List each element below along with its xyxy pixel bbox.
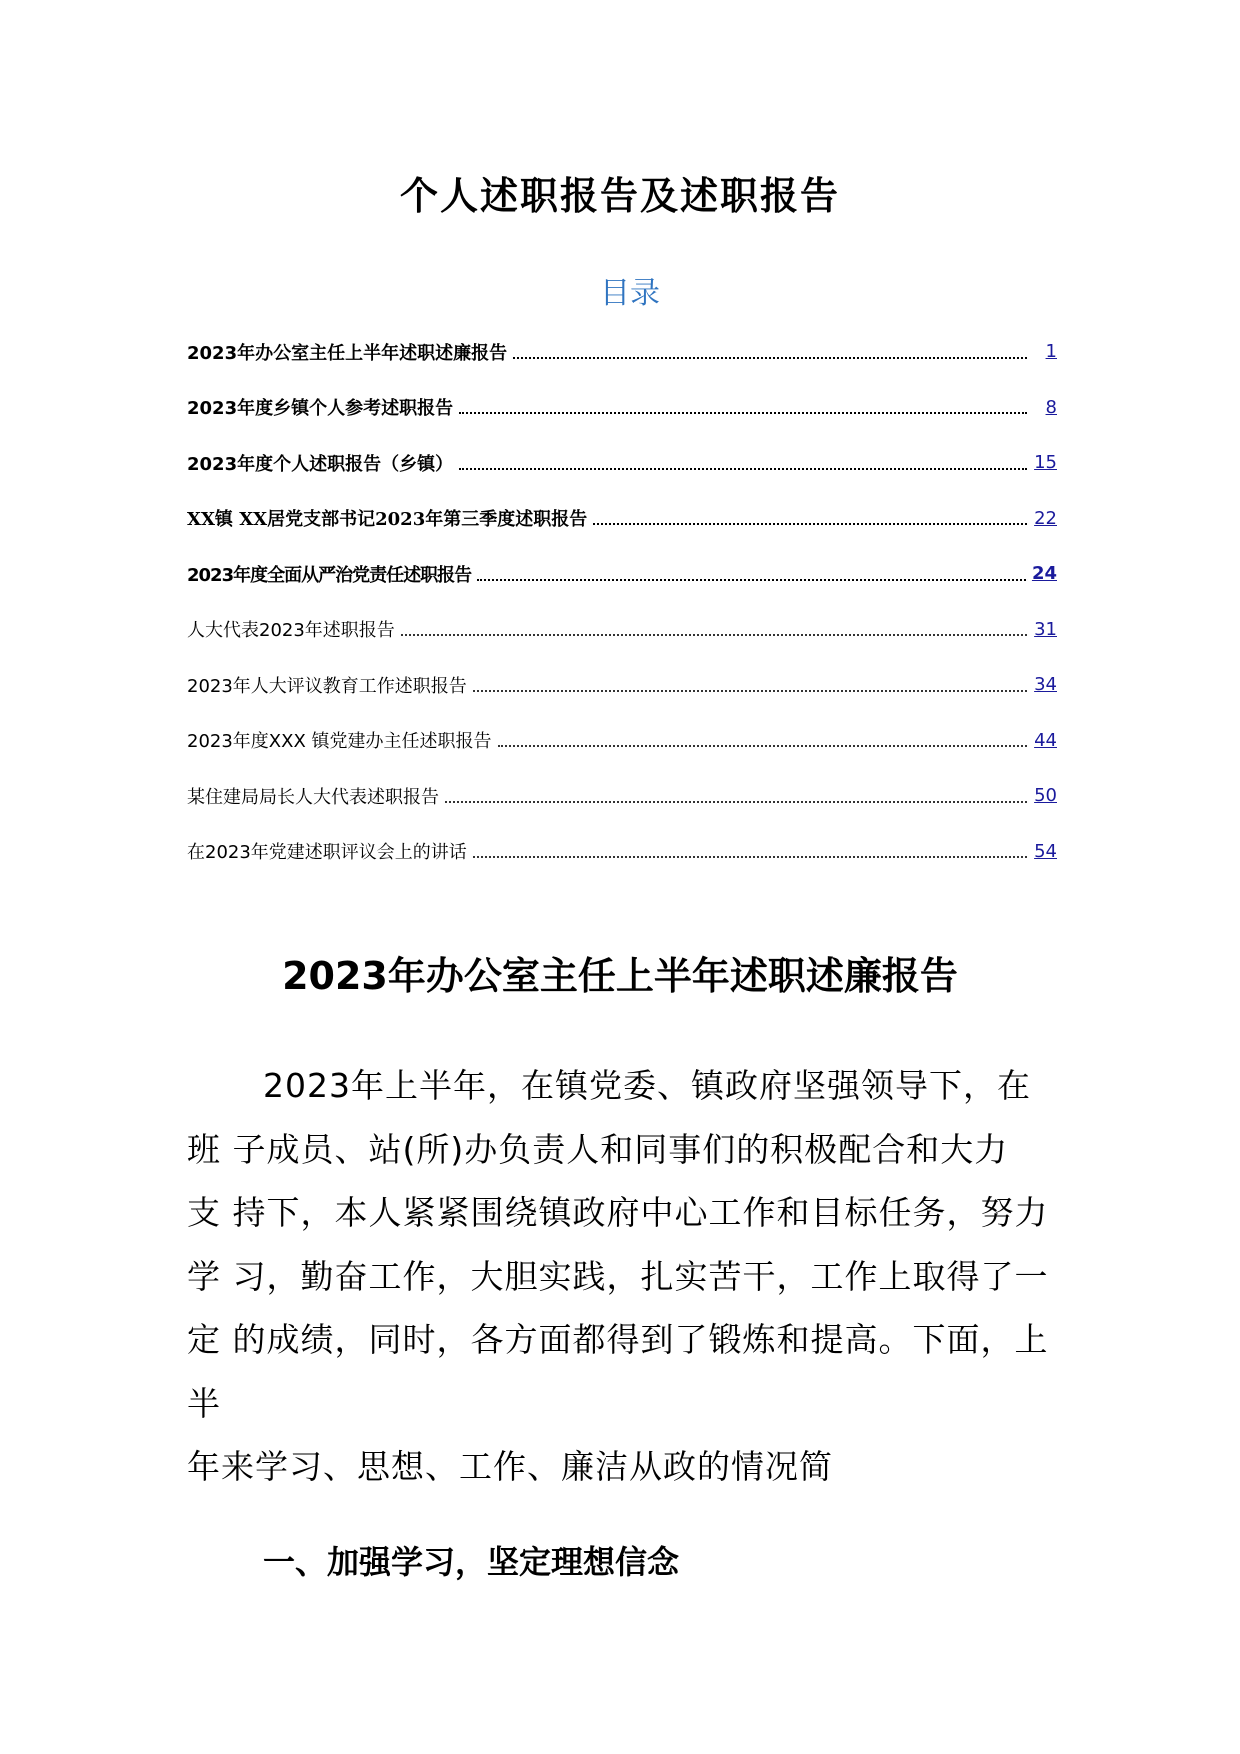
toc-entry-label: 2023年度XXX 镇党建办主任述职报告 — [187, 731, 492, 753]
toc-page-link[interactable]: 31 — [1034, 618, 1057, 640]
toc-leader-dots — [459, 392, 1027, 414]
toc-leader-dots — [498, 725, 1027, 747]
toc-entry[interactable] — [187, 435, 1057, 491]
toc-entry[interactable] — [187, 602, 1057, 658]
toc-entry-label: 2023年人大评议教育工作述职报告 — [187, 675, 467, 697]
body-line: 半 — [187, 1383, 221, 1423]
toc-leader-dots — [445, 781, 1027, 803]
toc-entry[interactable] — [187, 324, 1057, 380]
toc-page-link[interactable]: 44 — [1034, 729, 1057, 751]
toc-entry-label: 在2023年党建述职评议会上的讲话 — [187, 842, 467, 864]
body-line: 年来学习、思想、工作、廉洁从政的情况简 — [187, 1447, 833, 1486]
sub-heading: 一、加强学习，坚定理想信念 — [263, 1543, 680, 1581]
toc-leader-dots — [473, 670, 1027, 692]
body-paragraph — [187, 1054, 1047, 1499]
toc-page-link[interactable]: 24 — [1031, 563, 1057, 585]
toc-leader-dots — [459, 448, 1027, 470]
toc-leader-dots — [513, 337, 1027, 359]
toc-page-link[interactable]: 54 — [1034, 840, 1057, 862]
section-title: 2023年办公室主任上半年述职述廉报告 — [282, 954, 958, 998]
toc-page-link[interactable]: 50 — [1034, 785, 1057, 807]
toc-entry[interactable] — [187, 768, 1057, 824]
toc-entry[interactable] — [187, 380, 1057, 436]
toc-entry-label: 2023年度乡镇个人参考述职报告 — [187, 398, 454, 420]
toc-page-link[interactable]: 22 — [1034, 507, 1057, 529]
toc-page-link[interactable]: 8 — [1045, 396, 1057, 418]
toc-entry-label: 2023年度全面从严治党责任述职报告 — [187, 564, 472, 586]
toc-page-link[interactable]: 1 — [1045, 341, 1057, 363]
toc-entry[interactable] — [187, 824, 1057, 880]
toc-leader-dots — [477, 559, 1026, 581]
body-line: 班 子成员、站(所)办负责人和同事们的积极配合和大力 — [187, 1129, 1009, 1169]
toc-entry-label: 某住建局局长人大代表述职报告 — [187, 786, 439, 808]
body-line: 支 持下，本人紧紧围绕镇政府中心工作和目标任务，努力 — [187, 1193, 1049, 1232]
toc-entry[interactable] — [187, 491, 1057, 547]
toc-entry-label: XX镇 XX居党支部书记2023年第三季度述职报告 — [187, 509, 588, 531]
toc-leader-dots — [401, 614, 1027, 636]
body-line: 学 习，勤奋工作，大胆实践，扎实苦干，工作上取得了一 — [187, 1256, 1049, 1296]
toc-entry[interactable] — [187, 657, 1057, 713]
toc-entry[interactable] — [187, 546, 1057, 602]
toc-entry-label: 人大代表2023年述职报告 — [187, 620, 395, 642]
toc-leader-dots — [473, 836, 1027, 858]
body-line: 定 的成绩，同时，各方面都得到了锻炼和提高。下面，上 — [187, 1320, 1049, 1359]
table-of-contents — [187, 324, 1057, 879]
toc-entry-label: 2023年度个人述职报告（乡镇） — [187, 453, 454, 475]
toc-entry[interactable] — [187, 713, 1057, 769]
toc-page-link[interactable]: 34 — [1034, 674, 1057, 696]
toc-entry-label: 2023年办公室主任上半年述职述廉报告 — [187, 342, 508, 364]
toc-leader-dots — [593, 503, 1027, 525]
toc-heading: 目录 — [600, 276, 660, 311]
body-line: 2023年上半年，在镇党委、镇政府坚强领导下，在 — [263, 1066, 1031, 1105]
document-title: 个人述职报告及述职报告 — [399, 174, 840, 218]
toc-page-link[interactable]: 15 — [1034, 452, 1057, 474]
